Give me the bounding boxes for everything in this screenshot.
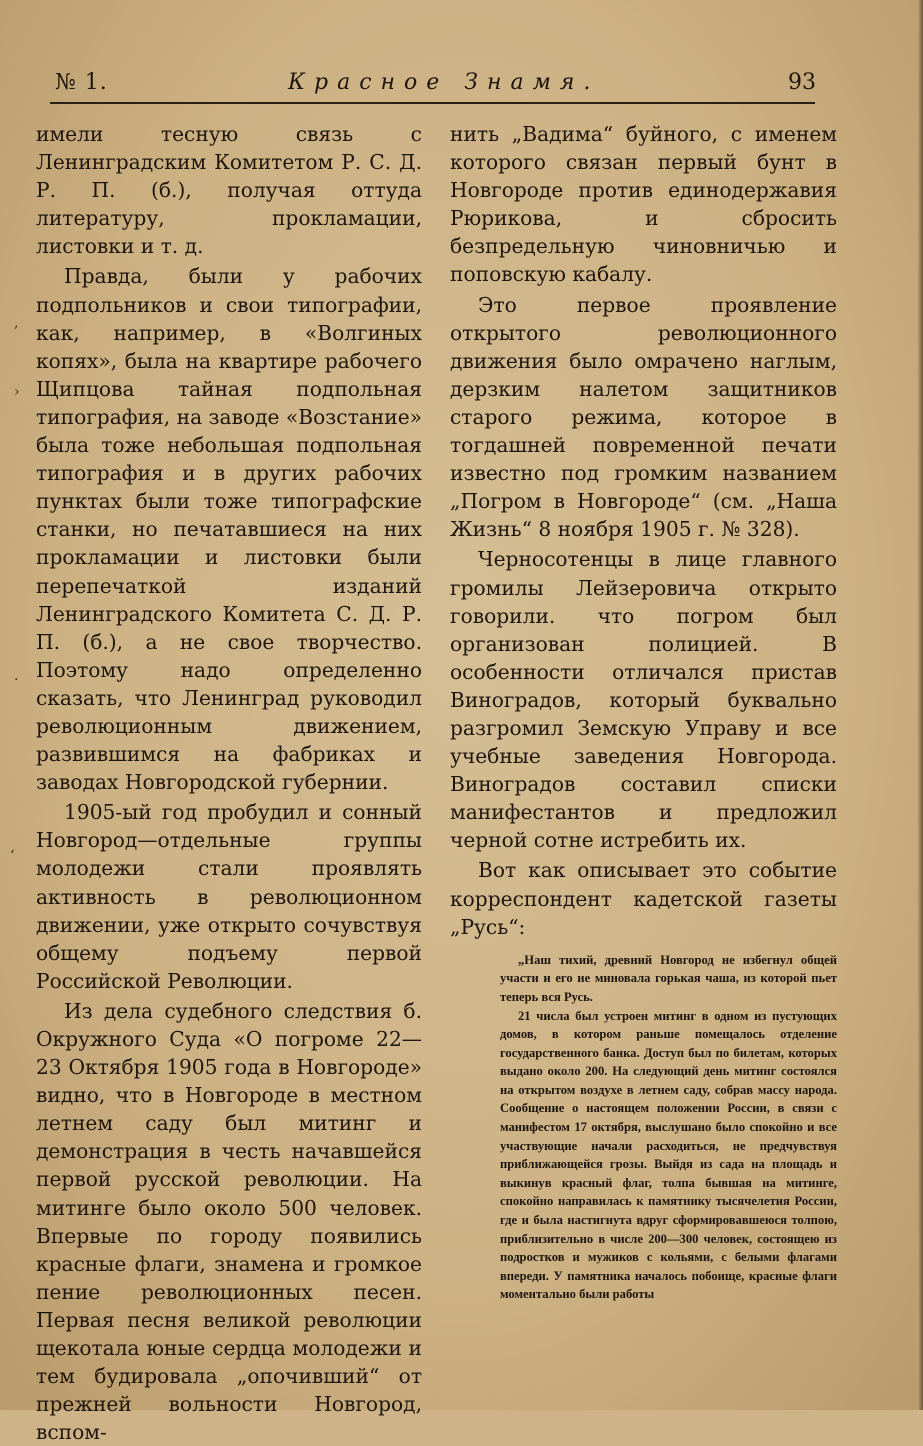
margin-mark: ‘ [10,848,15,864]
paragraph: Черносотенцы в лице главного громилы Лейзеровича открыто говорили. что погром был организован полицией. В особенности отличался пристав Виноградов, который буквально разгромил Земскую Управу и все учебные заведения Новгорода. Виноградов составил списки манифестантов и предложил черной сотне истребить их. [450,547,837,853]
paragraph: Вот как описывает это событие корреспондент кадетской газеты „Русь“: [450,858,837,939]
issue-number: № 1. [55,70,108,95]
left-column [36,120,422,1446]
margin-mark: · [14,672,19,688]
paragraph: Это первое проявление открытого революционного движения было омрачено наглым, дерзким налетом защитников старого режима, которое в тогдашней повременной печати известно под громким названием „Погром в Новгороде“ (см. „Наша Жизнь“ 8 ноября 1905 г. № 328). [450,292,837,542]
paragraph: имели тесную связь с Ленинградским Комитетом Р. С. Д. Р. П. (б.), получая оттуда литературу, прокламации, листовки и т. д. [36,122,422,259]
paragraph: Из дела судебного следствия б. Окружного Суда «О погроме 22—23 Октября 1905 года в Новгороде» видно, что в Новгороде в местном летнем саду был митинг и демонстрация в честь начавшейся первой русской революции. На митинге было около 500 человек. Впервые по городу появились красные флаги, знамена и громкое пение революционных песен. Первая песня великой революции щекотала юные сердца молодежи и тем будировала „опочивший“ от прежней вольности Новгород, вспом- [36,998,422,1445]
newspaper-quote [500,951,837,1304]
running-header [50,66,815,106]
quote-paragraph: „Наш тихий, древний Новгород не избегнул общей участи и его не миновала горькая чаша, из которой пьет теперь вся Русь. [500,952,837,1004]
right-column [450,120,837,1304]
header-rule [50,102,815,104]
quote-paragraph: 21 числа был устроен митинг в одном из пустующих домов, в котором раньше помещалось отделение государственного банка. Доступ был по билетам, которых выдано около 200. На следующий день митинг состоялся на открытом воздухе в летнем саду, собрав массу народа. Сообщение о настоящем положении России, в связи с манифестом 17 октября, выслушано было спокойно и все участвующие начали расходиться, не предчувствуя приближающейся грозы. Выйдя из сада на площадь и выкинув красный флаг, толпа бывшая на митинге, спокойно направилась к памятнику тысячелетия России, где и была настигнута вдруг сформировавшеюся толпою, приблизительно в числе 200—300 человек, состоящею из подростков и мужиков с кольями, с белыми флагами впереди. У памятника началось побоище, красные флаги моментально были работы [500,1008,837,1302]
margin-mark: › [14,384,20,400]
paragraph: 1905-ый год пробудил и сонный Новгород—отдельные группы молодежи стали проявлять активность в революционном движении, уже открыто сочувствуя общему подъему первой Российской Революции. [36,800,422,993]
journal-title: Красное Знамя. [288,70,600,95]
paragraph: нить „Вадима“ буйного, с именем которого связан первый бунт в Новгороде против единодержавия Рюрикова, и сбросить безпредельную чиновничью и поповскую кабалу. [450,122,837,287]
margin-mark: , [14,315,19,331]
page-number: 93 [788,70,816,95]
paragraph: Правда, были у рабочих подпольников и свои типографии, как, например, в «Волгиных копях», была на квартире рабочего Щипцова тайная подпольная типография, на заводе «Возстание» была тоже небольшая подпольная типография и в других рабочих пунктах были тоже типографские станки, но печатавшиеся на них прокламации и листовки были перепечаткой изданий Ленинградского Комитета С. Д. Р. П. (б.), а не свое творчество. Поэтому надо определенно сказать, что Ленинград руководил революционным движением, развившимся на фабриках и заводах Новгородской губернии. [36,264,422,795]
